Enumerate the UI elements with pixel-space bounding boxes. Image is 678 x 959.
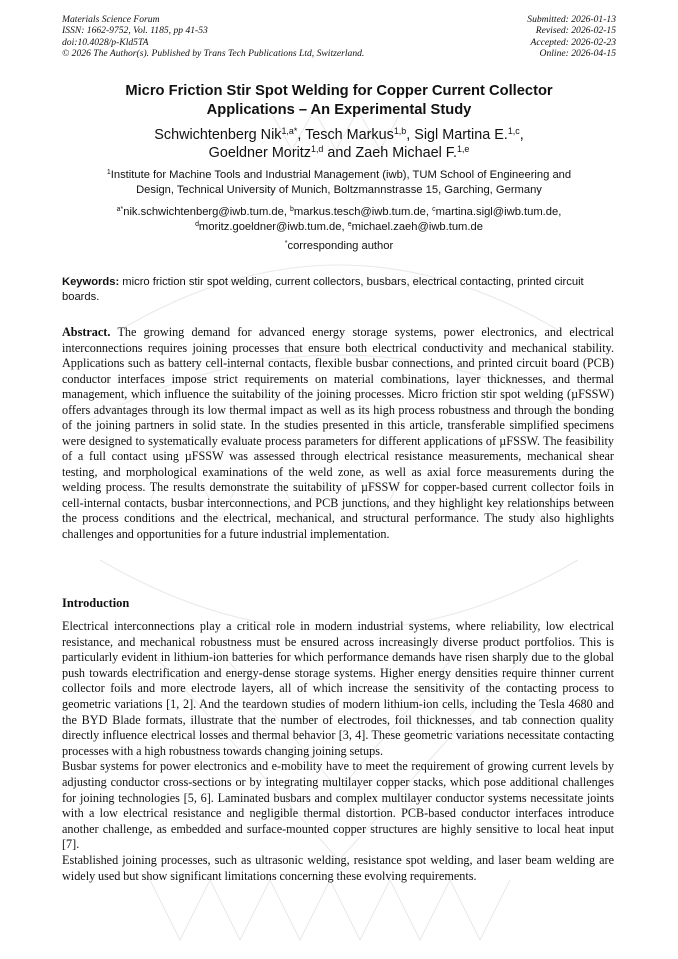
author-name: and Zaeh Michael F. [323,145,457,161]
email-superscript: e [347,220,352,228]
paragraph: Established joining processes, such as ultrasonic welding, resistance spot welding, and laser beam welding are widely used but show significant limitations concerning these evolving requirements. [62,852,614,883]
paper-title [62,82,616,119]
affiliation-text: Institute for Machine Tools and Industrial Management (iwb), TUM School of Engineering and [110,169,572,181]
corresponding-text: corresponding author [287,240,394,252]
email-address: moritz.goeldner@iwb.tum.de, [198,220,348,233]
paragraph: Electrical interconnections play a critical role in modern industrial systems, where reliability, low electrical resistance, and mechanical robustness must be ensured across increasingly diverse product portfolios. This is particularly evident in lithium-ion batteries for which performance demands have risen sharply due to the global push towards electrification and energy-dense storage systems. Higher energy densities require thinner current collector foils and more electrode layers, all of which increase the sensitivity of the contacting process to geometric variations [1, 2]. And the teardown studies of modern lithium-ion cells, including the Tesla 4680 and the BYD Blade formats, illustrate that the number of electrodes, foil thicknesses, and tab connection quality directly influence electrical losses and thermal behavior [3, 4]. These geometric variations necessitate contacting processes with a high robustness towards changing joining setups. [62,619,614,758]
author-superscript: 1,e [456,144,470,155]
publication-dates [527,14,616,59]
keywords [62,275,614,304]
author-list [62,126,616,162]
issn: ISSN: 1662-9752, Vol. 1185, pp 41-53 [62,25,208,37]
accepted-date: Accepted: 2026-02-23 [530,36,616,48]
affiliation-line [62,168,616,183]
email-superscript: d [195,220,199,228]
author-name: , Sigl Martina E. [406,127,508,143]
author-name: Schwichtenberg Nik [154,127,282,143]
journal-info [62,14,364,59]
author-line [62,144,616,162]
email-line [62,220,616,235]
author-emails [62,205,616,234]
email-line [62,205,616,220]
abstract [62,325,614,542]
author-separator: , [519,127,524,143]
author-name: , Tesch Markus [297,127,394,143]
affiliation-superscript: 1 [106,169,111,177]
abstract-label: Abstract. [62,325,111,339]
corresponding-superscript: * [284,240,288,248]
email-superscript: b [290,206,294,214]
doi: doi:10.4028/p-Kld5TA [62,36,149,48]
author-line [62,126,616,144]
affiliation [62,168,616,197]
submitted-date: Submitted: 2026-01-13 [527,14,616,25]
author-name: Goeldner Moritz [208,145,311,161]
title-line: Applications – An Experimental Study [206,101,472,118]
author-superscript: 1,d [311,144,324,155]
abstract-text: The growing demand for advanced energy storage systems, power electronics, and electrical interconnections requires joining processes that ensure both electrical conductivity and mechanical stability. Applications such as battery cell-internal contacts, flexible busbar connections, and printed circuit board (PCB) conductor interfaces impose strict requirements on material combinations, layer thicknesses, and thermal management, which influence the suitability of the joining processes. Micro friction stir spot welding (µFSSW) offers advantages through its low thermal impact as well as its high process robustness and through the bonding of the joining partners in solid state. In the studies presented in this article, transferable simplified specimens were designed to systematically evaluate process parameters for different applications of µFSSW. The feasibility of a full contact using µFSSW was assessed through electrical resistance measurements, mechanical shear testing, and morphological examinations of the weld zone, as well as axial force measurements during the welding process. The results demonstrate the suitability of µFSSW for copper-based current collector foils in cell-internal contacts, busbar interconnections, and PCB junctions, and they highlight key relationships between the process conditions and the electrical, mechanical, and structural performance. The study also highlights challenges and opportunities for a future industrial implementation. [62,325,614,541]
online-date: Online: 2026-04-15 [539,47,616,59]
keywords-text: micro friction stir spot welding, current collectors, busbars, electrical contacting, printed circuit boards. [62,276,584,303]
email-address: martina.sigl@iwb.tum.de, [435,206,562,218]
journal-name: Materials Science Forum [62,14,160,25]
author-superscript: 1,b [393,126,407,137]
email-address: michael.zaeh@iwb.tum.de [351,220,483,233]
email-superscript: a* [116,206,124,214]
title-line: Micro Friction Stir Spot Welding for Copper Current Collector [125,83,553,99]
author-superscript: 1,c [507,126,520,137]
corresponding-author-note [62,239,616,253]
email-superscript: c [432,206,436,214]
author-superscript: 1,a* [281,126,298,137]
revised-date: Revised: 2026-02-15 [535,25,616,37]
section-heading-introduction: Introduction [62,596,130,610]
email-address: markus.tesch@iwb.tum.de, [293,206,433,218]
copyright: © 2026 The Author(s). Published by Trans Tech Publications Ltd, Switzerland. [62,47,365,59]
introduction-body [62,619,614,884]
affiliation-line: Design, Technical University of Munich, Boltzmannstrasse 15, Garching, Germany [136,183,542,196]
keywords-label: Keywords: [62,276,120,288]
paragraph: Busbar systems for power electronics and e-mobility have to meet the requirement of growing current levels by adjusting conductor cross-sections or by integrating multilayer copper stacks, which pose additional challenges for joining technologies [5, 6]. Laminated busbars and complex multilayer conductor systems necessitate joints with a low electrical resistance and negligible thermal distortion. PCB-based conductor interfaces introduce another challenge, as embedded and surface-mounted copper structures are highly sensitive to local heat input [7]. [62,759,614,852]
email-address: nik.schwichtenberg@iwb.tum.de, [123,206,291,218]
